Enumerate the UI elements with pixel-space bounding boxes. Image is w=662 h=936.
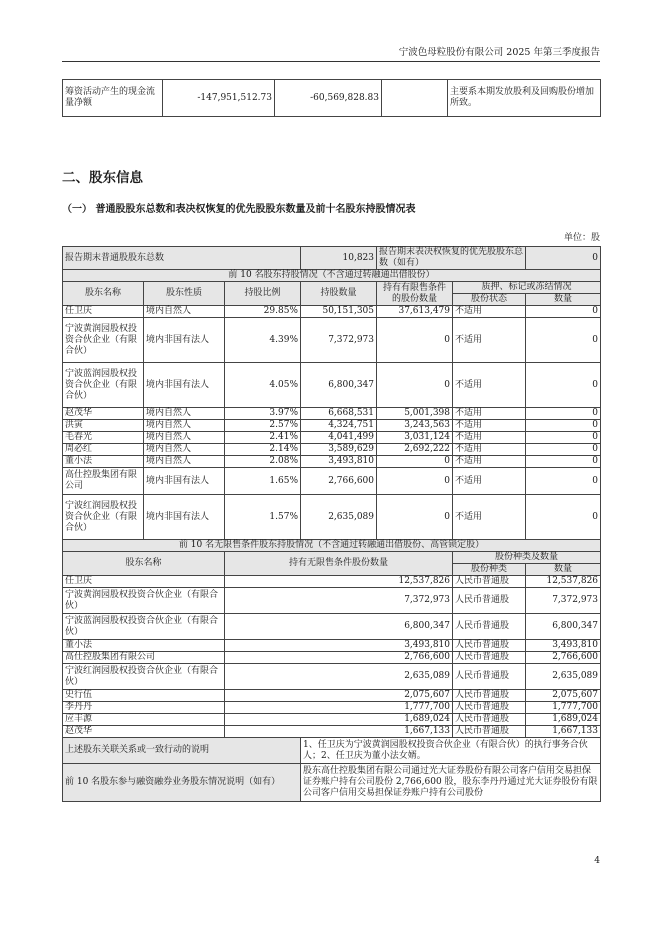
holder-status: 不适用 — [453, 420, 526, 432]
un-holder-qty: 12,537,826 — [225, 576, 453, 588]
header-nature: 股东性质 — [144, 282, 225, 306]
holder-restricted: 0 — [377, 495, 453, 540]
holder-name: 周必红 — [63, 444, 144, 456]
un-holder-name: 任卫庆 — [63, 576, 225, 588]
un-holder-count: 7,372,973 — [526, 588, 601, 614]
holder-count: 0 — [526, 306, 601, 318]
un-holder-name: 宁波红润园股权投资合伙企业（有限合伙） — [63, 664, 225, 690]
holder-nature: 境内自然人 — [144, 420, 225, 432]
un-holder-count: 1,777,700 — [526, 702, 601, 714]
un-holder-name: 宁波蓝润园股权投资合伙企业（有限合伙） — [63, 614, 225, 640]
unrestricted-caption: 前 10 名无限售条件股东持股情况（不含通过转融通出借股份、高管锁定股） — [63, 540, 601, 552]
holder-name: 高仕控股集团有限公司 — [63, 468, 144, 495]
holder-nature: 境内非国有法人 — [144, 495, 225, 540]
subsection-title: （一） 普通股股东总数和表决权恢复的优先股股东数量及前十名股东持股情况表 — [62, 204, 416, 215]
un-holder-count: 2,766,600 — [526, 652, 601, 664]
totals-row — [63, 247, 601, 270]
un-holder-count: 3,493,810 — [526, 640, 601, 652]
header-qty: 持股数量 — [301, 282, 377, 306]
unrestricted-row — [63, 702, 601, 714]
holder-name: 洪寅 — [63, 420, 144, 432]
relation-note-row — [63, 738, 601, 764]
cashflow-row — [63, 80, 601, 117]
un-holder-name: 董小法 — [63, 640, 225, 652]
holder-restricted: 0 — [377, 363, 453, 408]
holder-count: 0 — [526, 408, 601, 420]
holder-ratio: 2.41% — [225, 432, 301, 444]
holder-status: 不适用 — [453, 408, 526, 420]
top10-row — [63, 444, 601, 456]
unrestricted-caption-row — [63, 540, 601, 552]
holder-qty: 50,151,305 — [301, 306, 377, 318]
un-holder-type: 人民币普通股 — [453, 714, 526, 726]
holder-qty: 3,493,810 — [301, 456, 377, 468]
header-name: 股东名称 — [63, 282, 144, 306]
un-holder-count: 12,537,826 — [526, 576, 601, 588]
holder-qty: 4,324,751 — [301, 420, 377, 432]
top10-caption: 前 10 名股东持股情况（不含通过转融通出借股份） — [63, 270, 601, 282]
holder-restricted: 0 — [377, 318, 453, 363]
un-holder-name: 史行伍 — [63, 690, 225, 702]
pref-total-label: 报告期末表决权恢复的优先股股东总数（如有） — [377, 247, 526, 270]
holder-status: 不适用 — [453, 444, 526, 456]
un-holder-name: 高仕控股集团有限公司 — [63, 652, 225, 664]
holder-nature: 境内自然人 — [144, 456, 225, 468]
holder-count: 0 — [526, 420, 601, 432]
un-holder-type: 人民币普通股 — [453, 588, 526, 614]
holder-qty: 3,589,629 — [301, 444, 377, 456]
holder-ratio: 4.39% — [225, 318, 301, 363]
holder-name: 董小法 — [63, 456, 144, 468]
header-pledge: 质押、标记或冻结情况 — [453, 282, 601, 294]
top10-caption-row — [63, 270, 601, 282]
holder-count: 0 — [526, 444, 601, 456]
holder-name: 宁波红润园股权投资合伙企业（有限合伙） — [63, 495, 144, 540]
shareholder-table — [62, 246, 601, 802]
top10-row — [63, 495, 601, 540]
pref-total-value: 0 — [526, 247, 601, 270]
holder-restricted: 0 — [377, 456, 453, 468]
header-rule — [62, 61, 600, 62]
unrestricted-row — [63, 614, 601, 640]
holder-status: 不适用 — [453, 468, 526, 495]
un-header-count: 数量 — [526, 564, 601, 576]
holder-restricted: 37,613,479 — [377, 306, 453, 318]
holder-qty: 4,041,499 — [301, 432, 377, 444]
unrestricted-row — [63, 588, 601, 614]
cashflow-change — [382, 80, 448, 117]
unrestricted-row — [63, 664, 601, 690]
unrestricted-row — [63, 726, 601, 738]
relation-note-label: 上述股东关联关系或一致行动的说明 — [63, 738, 301, 764]
un-holder-name: 李丹丹 — [63, 702, 225, 714]
holder-status: 不适用 — [453, 495, 526, 540]
un-holder-qty: 1,667,133 — [225, 726, 453, 738]
un-holder-type: 人民币普通股 — [453, 640, 526, 652]
un-holder-qty: 2,075,607 — [225, 690, 453, 702]
holder-ratio: 3.97% — [225, 408, 301, 420]
un-holder-type: 人民币普通股 — [453, 664, 526, 690]
un-holder-name: 宁波黄润园股权投资合伙企业（有限合伙） — [63, 588, 225, 614]
page-number: 4 — [594, 856, 600, 866]
holder-restricted: 3,031,124 — [377, 432, 453, 444]
margin-note-row — [63, 764, 601, 802]
holder-qty: 2,766,600 — [301, 468, 377, 495]
un-holder-type: 人民币普通股 — [453, 702, 526, 714]
un-header-name: 股东名称 — [63, 552, 225, 576]
unrestricted-row — [63, 652, 601, 664]
holder-status: 不适用 — [453, 363, 526, 408]
cashflow-table — [62, 79, 601, 117]
un-holder-name: 应丰源 — [63, 714, 225, 726]
holder-name: 宁波蓝润园股权投资合伙企业（有限合伙） — [63, 363, 144, 408]
un-holder-count: 2,635,089 — [526, 664, 601, 690]
un-header-type: 股份种类 — [453, 564, 526, 576]
un-holder-type: 人民币普通股 — [453, 614, 526, 640]
margin-note-text: 股东高仕控股集团有限公司通过光大证券股份有限公司客户信用交易担保证券账户持有公司股份 2,766,600 股，股东李丹丹通过光大证券股份有限公司客户信用交易担保证券账户持有公司股份 — [301, 764, 601, 802]
un-holder-qty: 2,635,089 — [225, 664, 453, 690]
cashflow-current: -147,951,512.73 — [163, 80, 275, 117]
holder-nature: 境内自然人 — [144, 408, 225, 420]
un-holder-qty: 1,689,024 — [225, 714, 453, 726]
header-count: 数量 — [526, 294, 601, 306]
holder-ratio: 2.08% — [225, 456, 301, 468]
un-holder-type: 人民币普通股 — [453, 690, 526, 702]
top10-row — [63, 420, 601, 432]
holder-nature: 境内自然人 — [144, 432, 225, 444]
un-holder-type: 人民币普通股 — [453, 576, 526, 588]
holder-ratio: 1.65% — [225, 468, 301, 495]
holder-name: 宁波黄润园股权投资合伙企业（有限合伙） — [63, 318, 144, 363]
top10-row — [63, 318, 601, 363]
holder-ratio: 4.05% — [225, 363, 301, 408]
holder-count: 0 — [526, 432, 601, 444]
unit-label: 单位：股 — [563, 233, 600, 243]
cashflow-previous: -60,569,828.83 — [275, 80, 382, 117]
header-status: 股份状态 — [453, 294, 526, 306]
holder-nature: 境内非国有法人 — [144, 468, 225, 495]
cashflow-reason: 主要系本期发放股利及回购股份增加所致。 — [448, 80, 601, 117]
un-holder-qty: 2,766,600 — [225, 652, 453, 664]
un-holder-name: 赵茂华 — [63, 726, 225, 738]
un-holder-type: 人民币普通股 — [453, 652, 526, 664]
cashflow-label: 筹资活动产生的现金流量净额 — [63, 80, 163, 117]
top10-row — [63, 306, 601, 318]
holder-count: 0 — [526, 363, 601, 408]
un-header-type-group: 股份种类及数量 — [453, 552, 601, 564]
holder-ratio: 1.57% — [225, 495, 301, 540]
holder-count: 0 — [526, 456, 601, 468]
holder-count: 0 — [526, 495, 601, 540]
holder-status: 不适用 — [453, 456, 526, 468]
report-header: 宁波色母粒股份有限公司 2025 年第三季度报告 — [398, 47, 600, 58]
header-ratio: 持股比例 — [225, 282, 301, 306]
header-restricted: 持有有限售条件的股份数量 — [377, 282, 453, 306]
un-holder-count: 1,689,024 — [526, 714, 601, 726]
holder-status: 不适用 — [453, 432, 526, 444]
holder-restricted: 3,243,563 — [377, 420, 453, 432]
un-holder-count: 2,075,607 — [526, 690, 601, 702]
unrestricted-row — [63, 690, 601, 702]
holder-ratio: 2.14% — [225, 444, 301, 456]
un-holder-qty: 3,493,810 — [225, 640, 453, 652]
holder-qty: 6,800,347 — [301, 363, 377, 408]
holder-restricted: 5,001,398 — [377, 408, 453, 420]
top10-row — [63, 363, 601, 408]
top10-row — [63, 432, 601, 444]
holder-restricted: 0 — [377, 468, 453, 495]
holder-qty: 6,668,531 — [301, 408, 377, 420]
unrestricted-row — [63, 576, 601, 588]
holder-name: 赵茂华 — [63, 408, 144, 420]
holder-qty: 2,635,089 — [301, 495, 377, 540]
holder-status: 不适用 — [453, 306, 526, 318]
un-holder-qty: 7,372,973 — [225, 588, 453, 614]
holder-qty: 7,372,973 — [301, 318, 377, 363]
un-header-qty: 持有无限售条件股份数量 — [225, 552, 453, 576]
top10-row — [63, 408, 601, 420]
holder-nature: 境内非国有法人 — [144, 318, 225, 363]
holder-count: 0 — [526, 318, 601, 363]
un-holder-count: 6,800,347 — [526, 614, 601, 640]
holder-status: 不适用 — [453, 318, 526, 363]
holder-restricted: 2,692,222 — [377, 444, 453, 456]
unrestricted-header-row — [63, 552, 601, 564]
un-holder-qty: 6,800,347 — [225, 614, 453, 640]
un-holder-type: 人民币普通股 — [453, 726, 526, 738]
top10-row — [63, 456, 601, 468]
holder-name: 任卫庆 — [63, 306, 144, 318]
holder-name: 毛春光 — [63, 432, 144, 444]
relation-note-text: 1、任卫庆为宁波黄润园股权投资合伙企业（有限合伙）的执行事务合伙人；2、任卫庆为董小法女婿。 — [301, 738, 601, 764]
holder-nature: 境内自然人 — [144, 306, 225, 318]
holder-count: 0 — [526, 468, 601, 495]
top10-row — [63, 468, 601, 495]
section-title: 二、股东信息 — [62, 170, 143, 186]
unrestricted-row — [63, 640, 601, 652]
common-total-label: 报告期末普通股股东总数 — [63, 247, 301, 270]
unrestricted-row — [63, 714, 601, 726]
holder-ratio: 29.85% — [225, 306, 301, 318]
holder-ratio: 2.57% — [225, 420, 301, 432]
margin-note-label: 前 10 名股东参与融资融券业务股东情况说明（如有） — [63, 764, 301, 802]
un-holder-count: 1,667,133 — [526, 726, 601, 738]
holder-nature: 境内自然人 — [144, 444, 225, 456]
top10-header-row — [63, 282, 601, 294]
un-holder-qty: 1,777,700 — [225, 702, 453, 714]
holder-nature: 境内非国有法人 — [144, 363, 225, 408]
common-total-value: 10,823 — [301, 247, 377, 270]
